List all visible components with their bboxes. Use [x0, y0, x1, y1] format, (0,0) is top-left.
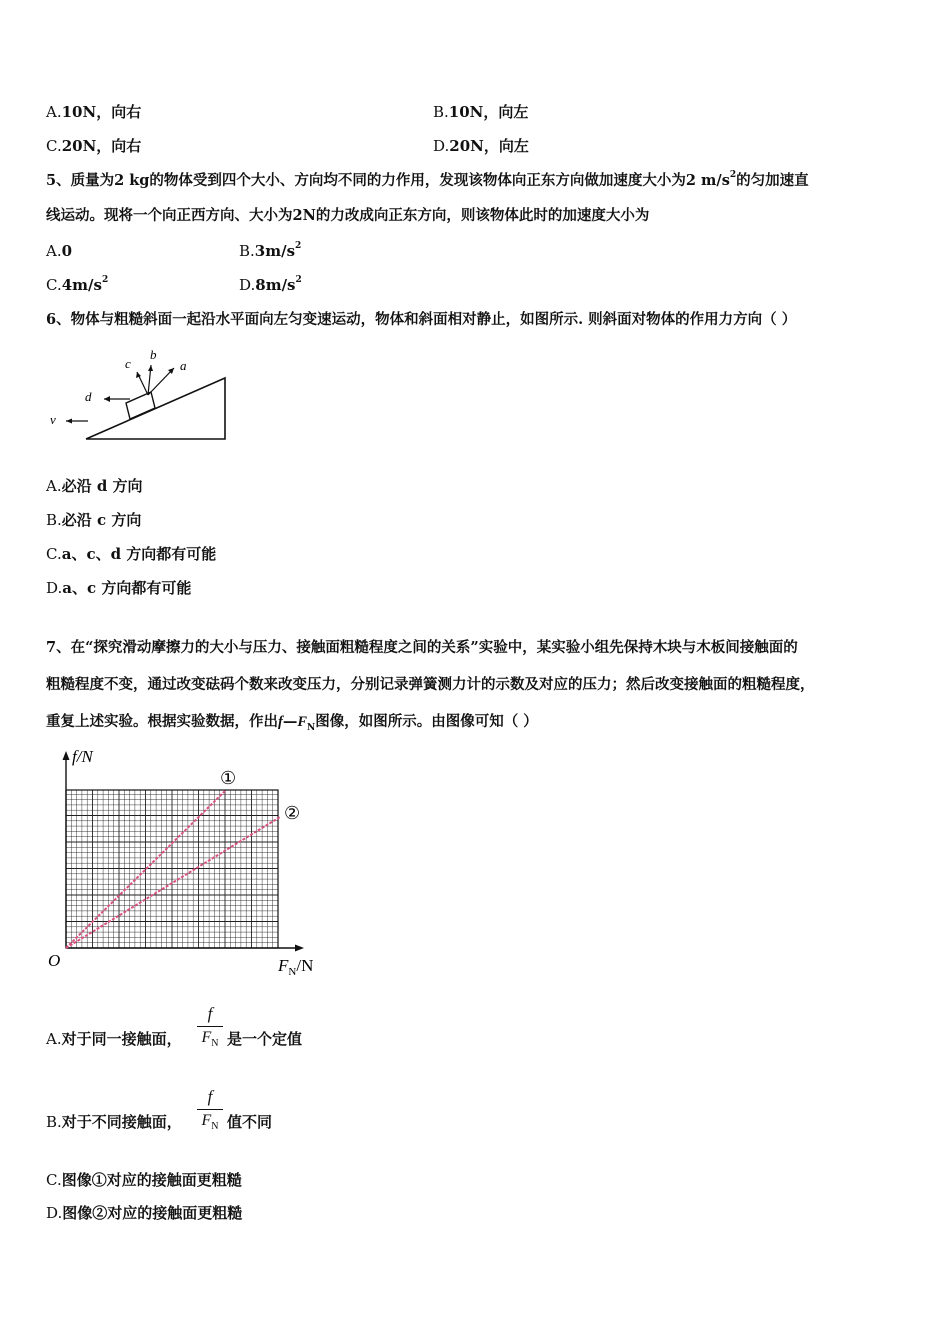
option-letter: A.	[46, 1030, 62, 1048]
incline-figure	[44, 343, 234, 445]
q7-option-a-post: 是一个定值	[227, 1030, 303, 1048]
origin-label: O	[48, 951, 61, 970]
option-text: 3m/s	[254, 242, 296, 260]
option-letter: A.	[46, 242, 62, 260]
q5-option-b	[239, 241, 301, 261]
q5-accel-sup: 2	[729, 170, 737, 181]
option-text: 图像①对应的接触面更粗糙	[61, 1171, 242, 1189]
option-sup: 2	[101, 275, 109, 285]
q4-option-c	[46, 136, 141, 156]
q5-stem-line2	[46, 206, 649, 226]
q4-option-d	[433, 136, 529, 156]
q7-dash: —	[282, 713, 298, 730]
option-letter: A.	[46, 477, 62, 495]
option-text: 4m/s	[61, 276, 102, 294]
q5-accel: 2 m/s	[685, 172, 730, 189]
option-text: a、c、d 方向都有可能	[61, 545, 217, 563]
option-text: a、c 方向都有可能	[62, 579, 192, 597]
q5-text: 线运动。现将一个向正西方向、大小为	[46, 207, 293, 224]
q6-option-d	[46, 578, 191, 598]
option-text: 必沿 d 方向	[61, 477, 143, 495]
q5-text: 的物体受到四个大小、方向均不同的力作用，发现该物体向正东方向做加速度大小为	[149, 172, 686, 189]
option-letter: B.	[433, 103, 449, 121]
q7-option-b	[46, 1112, 182, 1132]
y-axis-arrow	[63, 751, 70, 760]
q7-F-symbol: F	[297, 714, 308, 730]
option-letter: D.	[433, 137, 450, 155]
option-text: 对于同一接触面，	[61, 1030, 182, 1048]
option-text: 10N，向右	[61, 103, 142, 121]
option-text: 10N，向左	[448, 103, 529, 121]
q7-option-a	[46, 1029, 182, 1049]
q7-option-b-post: 值不同	[227, 1113, 273, 1131]
q5-option-d	[239, 275, 302, 295]
q7-text: 重复上述实验。根据实验数据，作出	[46, 713, 278, 730]
f-FN-graph	[40, 745, 330, 977]
fraction-bar	[197, 1026, 223, 1027]
graph-grid	[66, 790, 278, 948]
label-b: b	[150, 347, 157, 362]
label-a: a	[180, 358, 187, 373]
option-letter: A.	[46, 103, 62, 121]
fraction-numerator: f	[207, 1087, 213, 1106]
fraction-denominator: $F_N$	[201, 1112, 219, 1133]
fraction-bar	[197, 1109, 223, 1110]
q7-f-symbol: f	[278, 714, 283, 730]
option-text: 对于不同接触面，	[61, 1113, 182, 1131]
q4-option-b	[433, 102, 528, 122]
q7-option-d	[46, 1203, 242, 1223]
option-letter: C.	[46, 1171, 62, 1189]
line-1-label: ①	[220, 768, 237, 789]
option-letter: C.	[46, 137, 62, 155]
q5-text: 5、质量为	[46, 172, 115, 189]
option-letter: B.	[46, 1113, 62, 1131]
option-text: 8m/s	[255, 276, 296, 294]
option-letter: D.	[46, 1204, 63, 1222]
x-axis-arrow	[295, 945, 304, 952]
fraction-numerator: f	[207, 1004, 213, 1023]
q7-option-b-fraction	[197, 1087, 223, 1132]
fraction-denominator: $F_N$	[201, 1029, 219, 1050]
label-d: d	[85, 389, 92, 404]
q7-option-c	[46, 1170, 242, 1190]
option-sup: 2	[295, 275, 302, 285]
q5-option-c	[46, 275, 108, 295]
q6-stem: 6、物体与粗糙斜面一起沿水平面向左匀变速运动，物体和斜面相对静止，如图所示. 则斜面对物体的作用力方向（ ）	[46, 311, 797, 328]
option-letter: D.	[46, 579, 63, 597]
q7-F-sub: N	[307, 722, 316, 733]
label-c: c	[125, 356, 131, 371]
q7-text: 图像，如图所示。由图像可知（ ）	[315, 713, 538, 730]
option-text: 图像②对应的接触面更粗糙	[62, 1204, 243, 1222]
y-axis-label: f/N	[72, 747, 93, 766]
q7-option-a-fraction	[197, 1004, 223, 1049]
line-2-label: ②	[284, 803, 301, 824]
q4-option-a	[46, 102, 141, 122]
q5-option-a	[46, 241, 72, 261]
q5-text: 的力改成向正东方向，则该物体此时的加速度大小为	[315, 207, 650, 224]
q7-stem-line2: 粗糙程度不变，通过改变砝码个数来改变压力，分别记录弹簧测力计的示数及对应的压力；然后改变接触面的粗糙程度，	[46, 676, 815, 693]
option-letter: B.	[239, 242, 255, 260]
option-text: 必沿 c 方向	[61, 511, 142, 529]
option-text: 20N，向左	[449, 137, 529, 155]
x-axis-label: $F_N/N$	[278, 956, 314, 977]
q5-text: 的匀加速直	[736, 172, 809, 189]
q5-stem-line1	[46, 171, 809, 191]
q6-option-b	[46, 510, 141, 530]
option-text: 0	[61, 242, 73, 260]
option-sup: 2	[295, 241, 302, 251]
q6-option-c	[46, 544, 216, 564]
q6-option-a	[46, 476, 143, 496]
option-text: 20N，向右	[61, 137, 142, 155]
q7-stem-line1: 7、在“探究滑动摩擦力的大小与压力、接触面粗糙程度之间的关系”实验中，某实验小组先保持木块与木板间接触面的	[46, 639, 798, 656]
option-letter: D.	[239, 276, 256, 294]
option-letter: C.	[46, 276, 62, 294]
option-letter: B.	[46, 511, 62, 529]
label-v: v	[50, 412, 56, 427]
graph-line-1	[66, 790, 226, 948]
block-shape	[126, 392, 155, 419]
q7-stem-line3	[46, 712, 538, 738]
q5-mass: 2 kg	[114, 172, 150, 189]
q5-force: 2N	[292, 207, 316, 224]
option-letter: C.	[46, 545, 62, 563]
